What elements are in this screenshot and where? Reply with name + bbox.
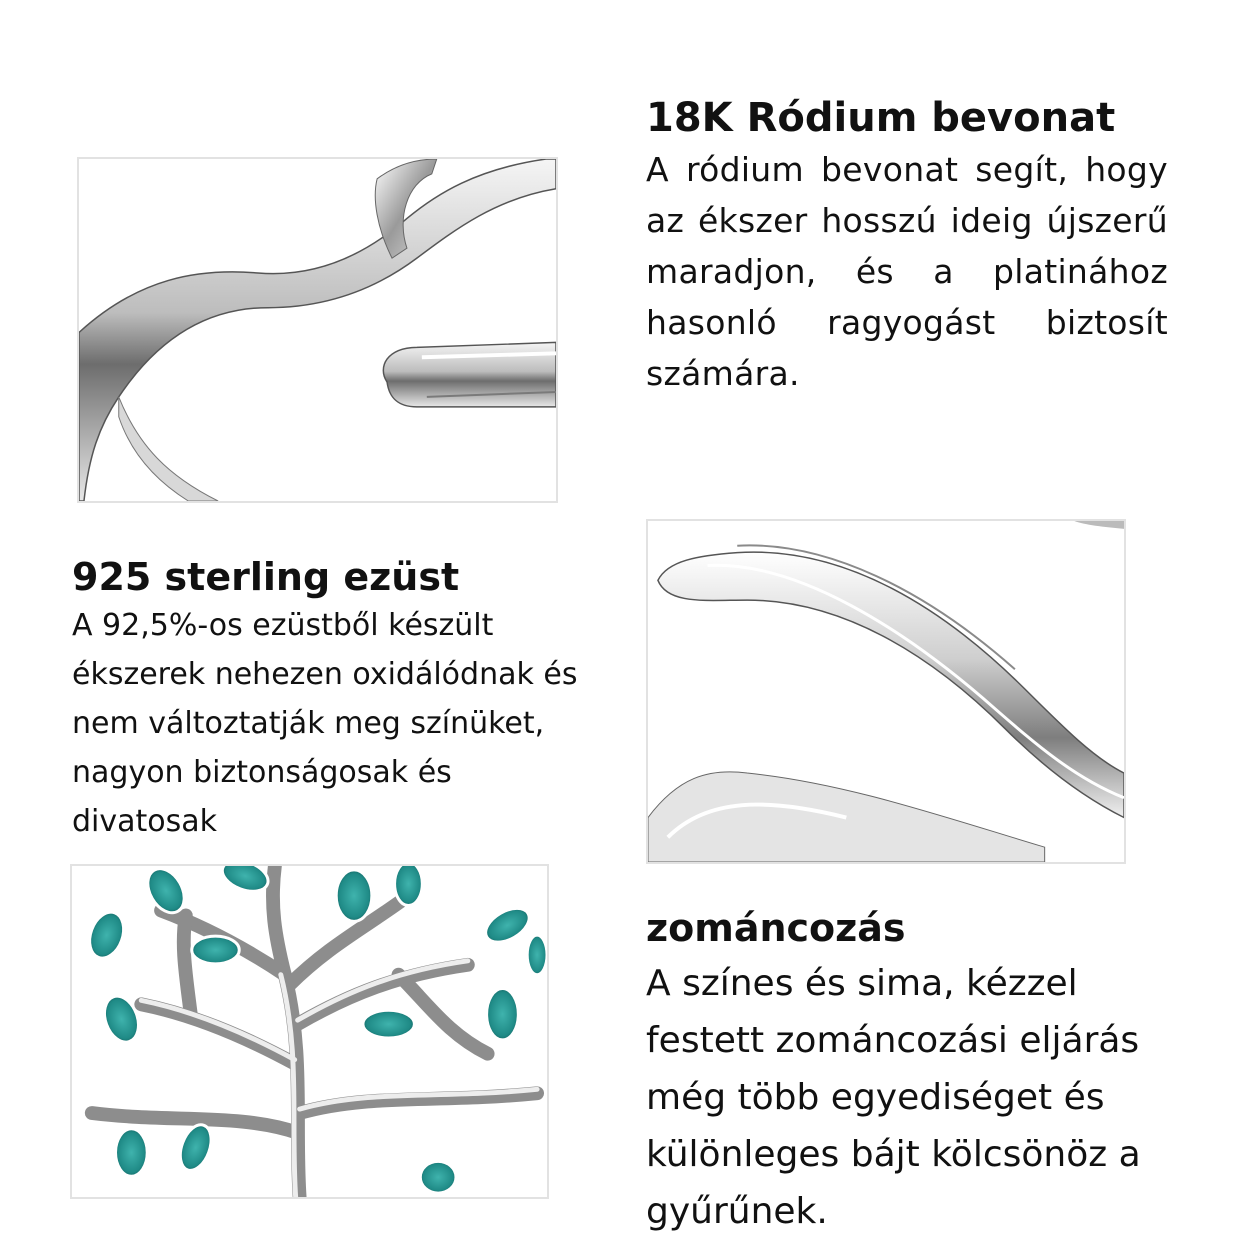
- sterling-section: [72, 553, 597, 846]
- rhodium-heading: 18K Ródium bevonat: [646, 95, 1116, 141]
- sterling-heading: 925 sterling ezüst: [72, 555, 460, 599]
- rhodium-section: [646, 92, 1168, 399]
- sterling-body: A 92,5%-os ezüstből készült ékszerek nehezen oxidálódnak és nem változtatják meg színüket, nagyon biztonságosak és divatosak: [72, 608, 578, 839]
- rhodium-body: A ródium bevonat segít, hogy az ékszer hosszú ideig újszerű maradjon, és a platinához hasonló ragyogást biztosít számára.: [646, 150, 1168, 393]
- twisted-band-photo: [646, 519, 1126, 864]
- enamel-section: [646, 901, 1206, 1240]
- tree-of-life-enamel-photo: [70, 864, 549, 1199]
- ring-end-closeup-photo: [77, 157, 558, 503]
- enamel-heading: zománcozás: [646, 906, 906, 950]
- enamel-body: A színes és sima, kézzel festett zománcozási eljárás még több egyediséget és különleges bájt kölcsönöz a gyűrűnek.: [646, 963, 1141, 1232]
